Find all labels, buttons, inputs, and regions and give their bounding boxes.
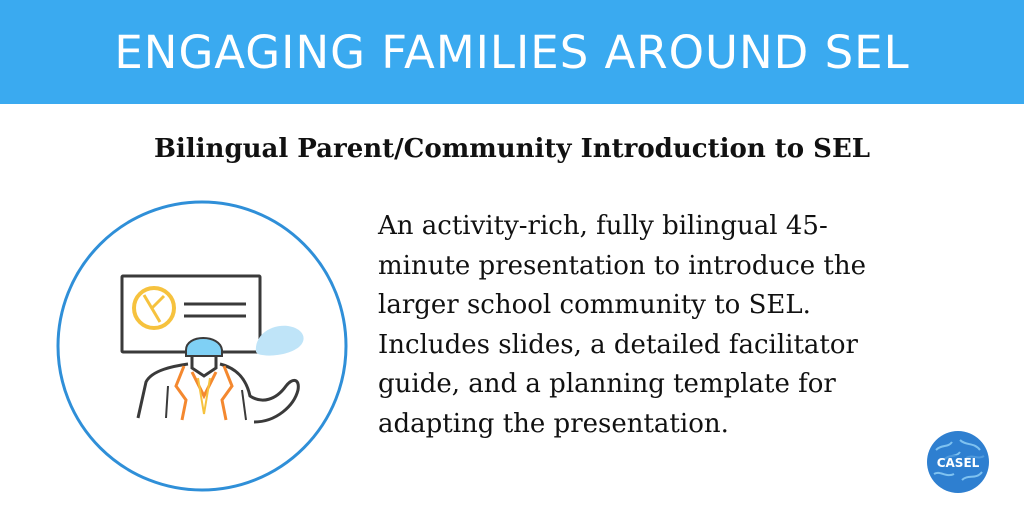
presenter-with-chart-icon bbox=[56, 200, 348, 492]
subtitle: Bilingual Parent/Community Introduction to SEL bbox=[153, 134, 871, 164]
description-line: larger school community to SEL. bbox=[378, 290, 811, 320]
description-line: adapting the presentation. bbox=[378, 408, 729, 439]
description-line: An activity-rich, fully bilingual 45- bbox=[378, 211, 828, 241]
casel-logo-icon bbox=[926, 430, 990, 494]
description-line: minute presentation to introduce the bbox=[378, 250, 867, 281]
presenter-illustration bbox=[56, 200, 348, 492]
header-banner bbox=[0, 0, 1024, 104]
logo-text: CASEL bbox=[936, 456, 980, 470]
casel-logo bbox=[926, 430, 990, 494]
description bbox=[378, 207, 938, 444]
description-line: Includes slides, a detailed facilitator bbox=[378, 329, 858, 360]
header-title: ENGAGING FAMILIES AROUND SEL bbox=[114, 25, 910, 79]
description-line: guide, and a planning template for bbox=[378, 369, 836, 399]
